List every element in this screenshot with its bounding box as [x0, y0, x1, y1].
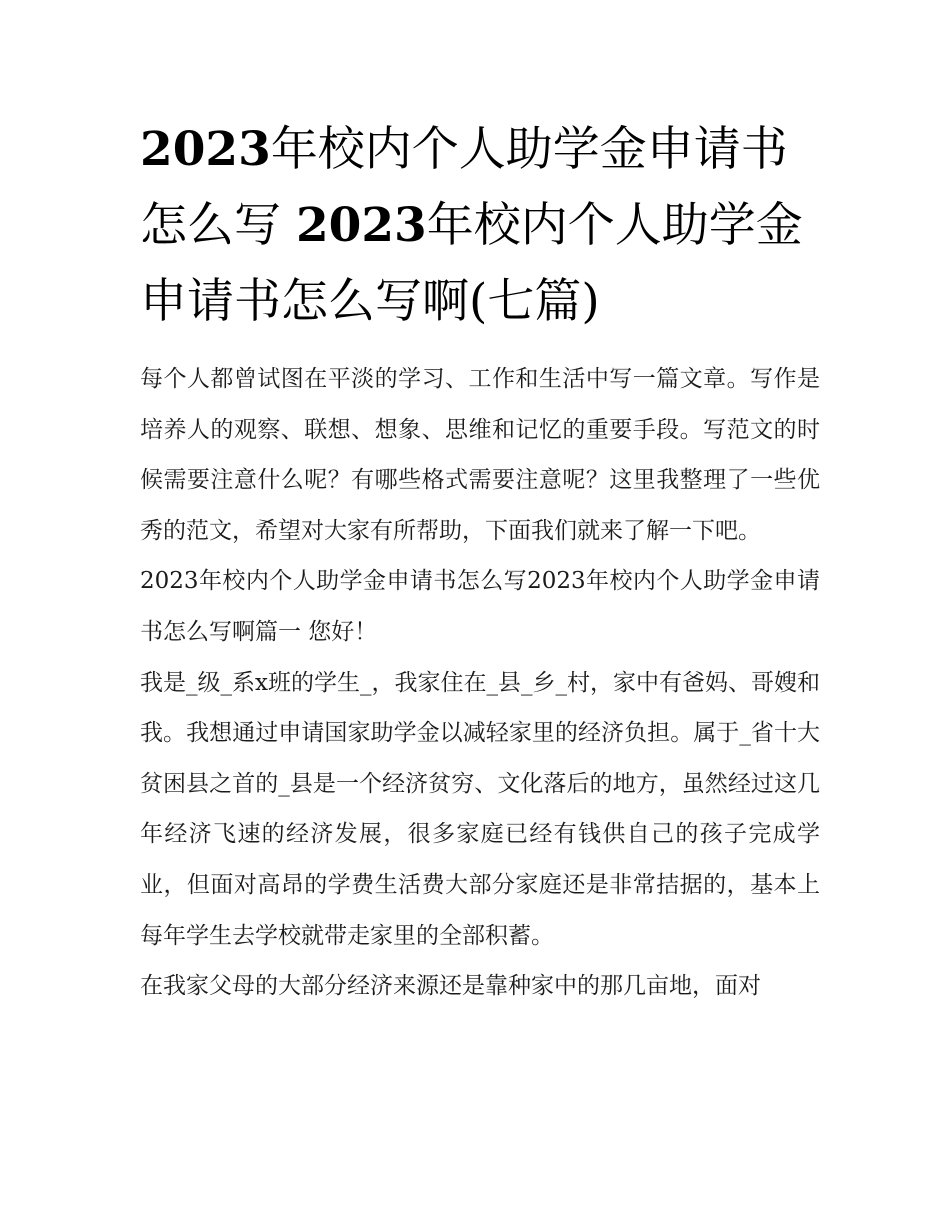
document-body [140, 354, 820, 1012]
intro-paragraph: 每个人都曾试图在平淡的学习、工作和生活中写一篇文章。写作是培养人的观察、联想、想象、思维和记忆的重要手段。写范文的时候需要注意什么呢？有哪些格式需要注意呢？这里我整理了一些优秀的范文，希望对大家有所帮助，下面我们就来了解一下吧。 [140, 366, 820, 544]
body-paragraph: 在我家父母的大部分经济来源还是靠种家中的那几亩地，面对 [140, 973, 761, 1000]
body-paragraph: 我是_级_系x班的学生_，我家住在_县_乡_村，家中有爸妈、哥嫂和我。我想通过申请国家助学金以减轻家里的经济负担。属于_省十大贫困县之首的_县是一个经济贫穷、文化落后的地方，虽然经过这几年经济飞速的经济发展，很多家庭已经有钱供自己的孩子完成学业，但面对高昂的学费生活费大部分家庭还是非常拮据的，基本上每年学生去学校就带走家里的全部积蓄。 [140, 669, 820, 949]
section-heading-paragraph: 2023年校内个人助学金申请书怎么写2023年校内个人助学金申请书怎么写啊篇一 您好！ [140, 568, 820, 645]
document-title: 2023年校内个人助学金申请书怎么写 2023年校内个人助学金申请书怎么写啊(七篇) [140, 122, 803, 329]
